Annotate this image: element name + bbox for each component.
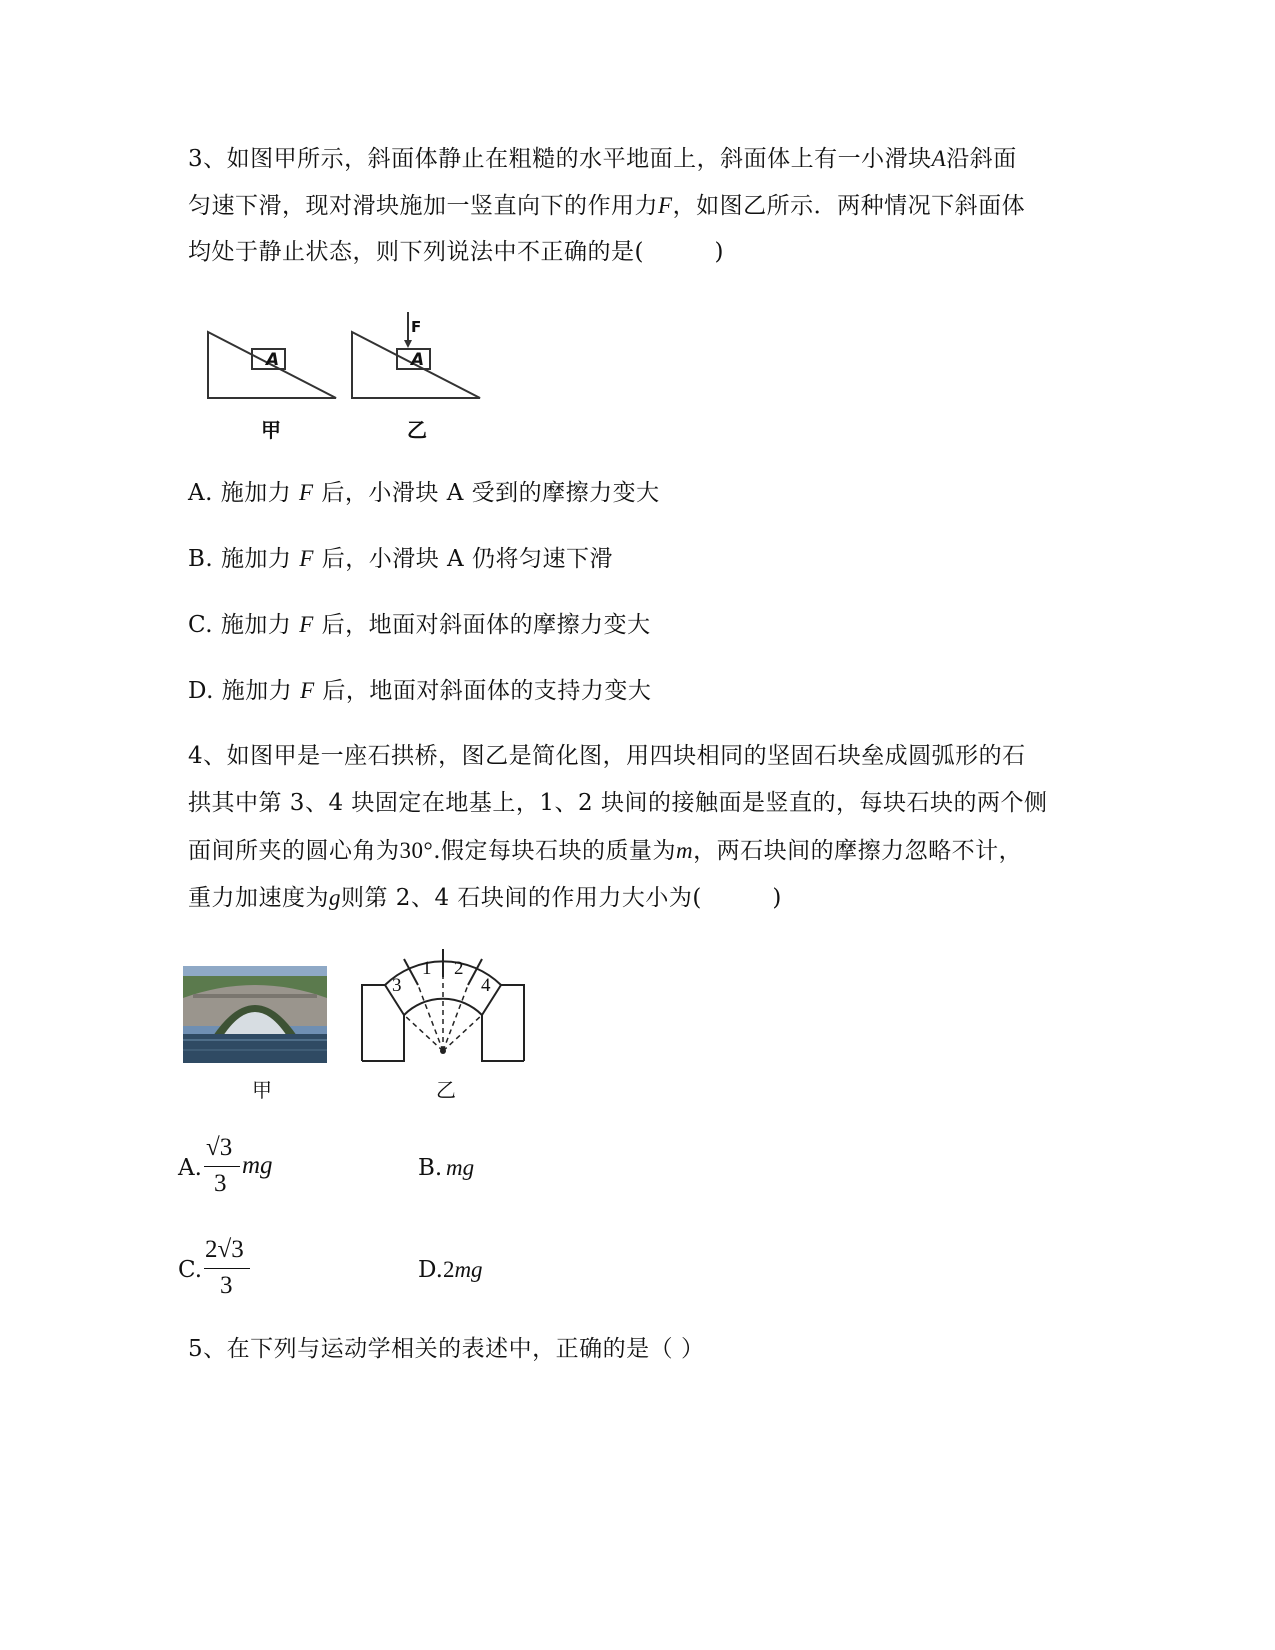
q4-line3-text-c: ，两石块间的摩擦力忽略不计， xyxy=(693,838,1023,864)
q3-option-a-pre: A. 施加力 xyxy=(188,480,300,506)
q3-line2-text-a: 匀速下滑，现对滑块施加一竖直向下的作用力 xyxy=(188,193,658,219)
q4-caption-left: 甲 xyxy=(252,1078,272,1102)
q3-line2 xyxy=(188,194,1025,218)
q4-option-a-fraction-bar xyxy=(204,1166,240,1167)
q4-option-c-denominator: 3 xyxy=(220,1272,233,1299)
q4-line3-text-b: .假定每块石块的质量为 xyxy=(433,838,677,864)
q3-line1 xyxy=(188,147,1017,171)
q3-option-c-post: 后，地面对斜面体的摩擦力变大 xyxy=(313,612,651,638)
dashed-radii xyxy=(404,977,482,1051)
q4-option-d xyxy=(418,1257,483,1283)
q4-var-g: g xyxy=(329,885,341,910)
q3-option-b-var: F xyxy=(299,546,314,571)
q4-line3 xyxy=(188,839,1022,863)
q4-line4 xyxy=(188,886,782,910)
q4-option-b-label: B. xyxy=(418,1155,443,1181)
q3-caption-right: 乙 xyxy=(407,418,427,442)
q3-option-d-post: 后，地面对斜面体的支持力变大 xyxy=(314,678,652,704)
arch-diagram xyxy=(360,945,526,1065)
q3-option-c-pre: C. 施加力 xyxy=(188,612,300,638)
q3-line2-text-b: ，如图乙所示．两种情况下斜面体 xyxy=(672,193,1026,219)
q3-fig-label-f: F xyxy=(411,318,422,336)
q3-line1-text-b: 沿斜面 xyxy=(946,146,1017,172)
q4-line1: 4、如图甲是一座石拱桥，图乙是简化图，用四块相同的坚固石块垒成圆弧形的石 xyxy=(188,743,1026,769)
q4-angle: 30° xyxy=(399,838,434,863)
q3-option-d-var: F xyxy=(300,678,315,703)
q3-option-c-var: F xyxy=(299,612,314,637)
q3-line3: 均处于静止状态，则下列说法中不正确的是( ) xyxy=(188,239,724,265)
q3-option-b xyxy=(188,547,613,571)
stone-label-3: 3 xyxy=(392,975,402,996)
q4-option-c-label: C. xyxy=(178,1257,203,1283)
q4-option-a-numerator: √3 xyxy=(206,1134,233,1161)
q4-option-a-label: A. xyxy=(178,1155,202,1181)
bridge-photo xyxy=(183,966,327,1063)
q3-option-c xyxy=(188,613,651,637)
q3-incline-figure xyxy=(200,310,500,400)
q3-fig-label-a-left: A xyxy=(266,350,280,370)
q3-var-f: F xyxy=(658,193,673,218)
q5-line1: 5、在下列与运动学相关的表述中，正确的是（ ） xyxy=(188,1336,705,1362)
q3-option-a xyxy=(188,481,660,505)
q3-var-a: A xyxy=(931,146,947,171)
q3-line1-text-a: 3、如图甲所示，斜面体静止在粗糙的水平地面上，斜面体上有一小滑块 xyxy=(188,146,932,172)
q4-option-d-label: D. xyxy=(418,1257,443,1283)
q4-option-a-denominator: 3 xyxy=(214,1170,227,1197)
q4-option-b-value: mg xyxy=(446,1155,475,1180)
q3-option-a-post: 后，小滑块 A 受到的摩擦力变大 xyxy=(313,480,660,506)
q4-line4-text-a: 重力加速度为 xyxy=(188,885,329,911)
q4-line4-text-b: 则第 2、4 石块间的作用力大小为( ) xyxy=(341,885,782,911)
stone-label-4: 4 xyxy=(481,975,491,996)
arch-center xyxy=(440,1048,446,1054)
q4-var-m: m xyxy=(676,838,694,863)
q4-option-d-value: mg xyxy=(454,1257,483,1282)
q4-option-c-numerator: 2√3 xyxy=(205,1236,244,1263)
q4-option-a-tail: mg xyxy=(242,1152,273,1179)
q3-option-d-pre: D. 施加力 xyxy=(188,678,301,704)
q3-caption-left: 甲 xyxy=(261,418,281,442)
q4-option-d-coef: 2 xyxy=(442,1257,455,1282)
q3-fig-label-a-right: A xyxy=(411,350,425,370)
q4-line2: 拱其中第 3、4 块固定在地基上，1、2 块间的接触面是竖直的，每块石块的两个侧 xyxy=(188,790,1048,816)
q4-caption-right: 乙 xyxy=(436,1078,456,1102)
q3-option-a-var: F xyxy=(299,480,314,505)
q3-option-d xyxy=(188,679,651,703)
q4-line3-text-a: 面间所夹的圆心角为 xyxy=(188,838,400,864)
q3-option-b-pre: B. 施加力 xyxy=(188,546,300,572)
joint-2-4 xyxy=(468,959,482,985)
stone-label-2: 2 xyxy=(454,958,464,979)
joint-3-1 xyxy=(404,959,418,985)
stone-label-1: 1 xyxy=(422,958,432,979)
q4-option-c-fraction-bar xyxy=(204,1268,250,1269)
force-arrowhead xyxy=(404,340,412,348)
q3-option-b-post: 后，小滑块 A 仍将匀速下滑 xyxy=(313,546,613,572)
